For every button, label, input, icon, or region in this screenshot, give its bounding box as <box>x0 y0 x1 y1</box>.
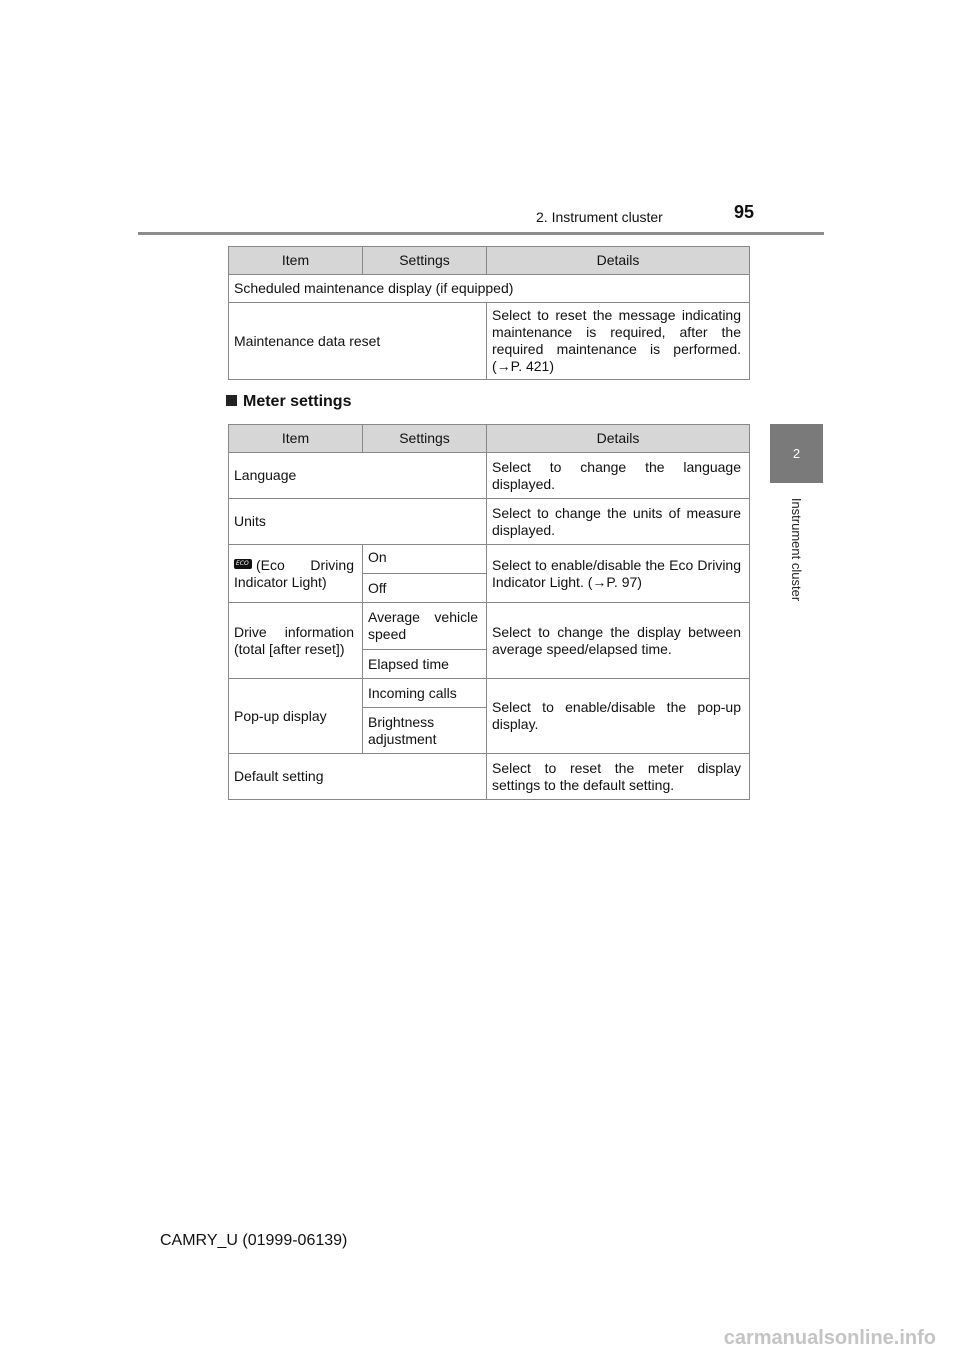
row-item-units: Units <box>229 499 487 545</box>
chapter-label-container <box>770 486 823 612</box>
table-row <box>229 754 750 800</box>
row-details-drive-info: Select to change the display between average speed/elapsed time. <box>487 603 750 679</box>
table-row <box>229 545 750 574</box>
row-details-units: Select to change the units of measure displayed. <box>487 499 750 545</box>
table-row <box>229 303 750 380</box>
row-item-drive-info: Drive information (total [after reset]) <box>229 603 363 679</box>
column-header-settings: Settings <box>363 425 487 453</box>
table-row <box>229 679 750 708</box>
watermark: carmanualsonline.info <box>723 1327 936 1349</box>
meter-settings-table <box>228 424 750 800</box>
table-row <box>229 603 750 650</box>
row-details-language: Select to change the language displayed. <box>487 453 750 499</box>
row-item-default: Default setting <box>229 754 487 800</box>
maintenance-table <box>228 246 750 380</box>
row-item: Maintenance data reset <box>229 303 487 380</box>
meter-settings-heading <box>226 393 351 411</box>
table-row <box>229 499 750 545</box>
column-header-settings: Settings <box>363 247 487 275</box>
chapter-number: 2 <box>792 446 801 461</box>
setting-eco-on: On <box>363 545 487 574</box>
table-group-row <box>229 275 750 303</box>
section-title: 2. Instrument cluster <box>536 209 663 225</box>
square-bullet-icon <box>226 395 237 406</box>
row-details: Select to reset the message indicating maintenance is required, after the required maintenance is performed. (→P. 421) <box>487 303 750 380</box>
table-row <box>229 453 750 499</box>
row-item-eco <box>229 545 363 603</box>
setting-incoming-calls: Incoming calls <box>363 679 487 708</box>
column-header-item: Item <box>229 247 363 275</box>
setting-elapsed-time: Elapsed time <box>363 650 487 679</box>
setting-eco-off: Off <box>363 574 487 603</box>
setting-brightness: Brightness adjustment <box>363 708 487 754</box>
document-code: CAMRY_U (01999-06139) <box>160 1232 348 1249</box>
column-header-details: Details <box>487 247 750 275</box>
group-label: Scheduled maintenance display (if equipped) <box>229 275 750 303</box>
chapter-tab <box>770 424 823 483</box>
column-header-details: Details <box>487 425 750 453</box>
eco-indicator-icon <box>234 559 252 569</box>
row-details-eco: Select to enable/disable the Eco Driving Indicator Light. (→P. 97) <box>487 545 750 603</box>
row-item-eco-text: (Eco Driving Indicator Light) <box>234 556 354 590</box>
column-header-item: Item <box>229 425 363 453</box>
chapter-label: Instrument cluster <box>789 497 805 601</box>
setting-average-speed: Average vehicle speed <box>363 603 487 650</box>
row-item-popup: Pop-up display <box>229 679 363 754</box>
header-divider <box>138 232 824 235</box>
table-header-row <box>229 425 750 453</box>
row-item-language: Language <box>229 453 487 499</box>
page-number: 95 <box>734 202 755 222</box>
table-header-row <box>229 247 750 275</box>
meter-settings-heading-text: Meter settings <box>243 393 352 410</box>
row-details-default: Select to reset the meter display settings to the default setting. <box>487 754 750 800</box>
row-details-popup: Select to enable/disable the pop-up display. <box>487 679 750 754</box>
